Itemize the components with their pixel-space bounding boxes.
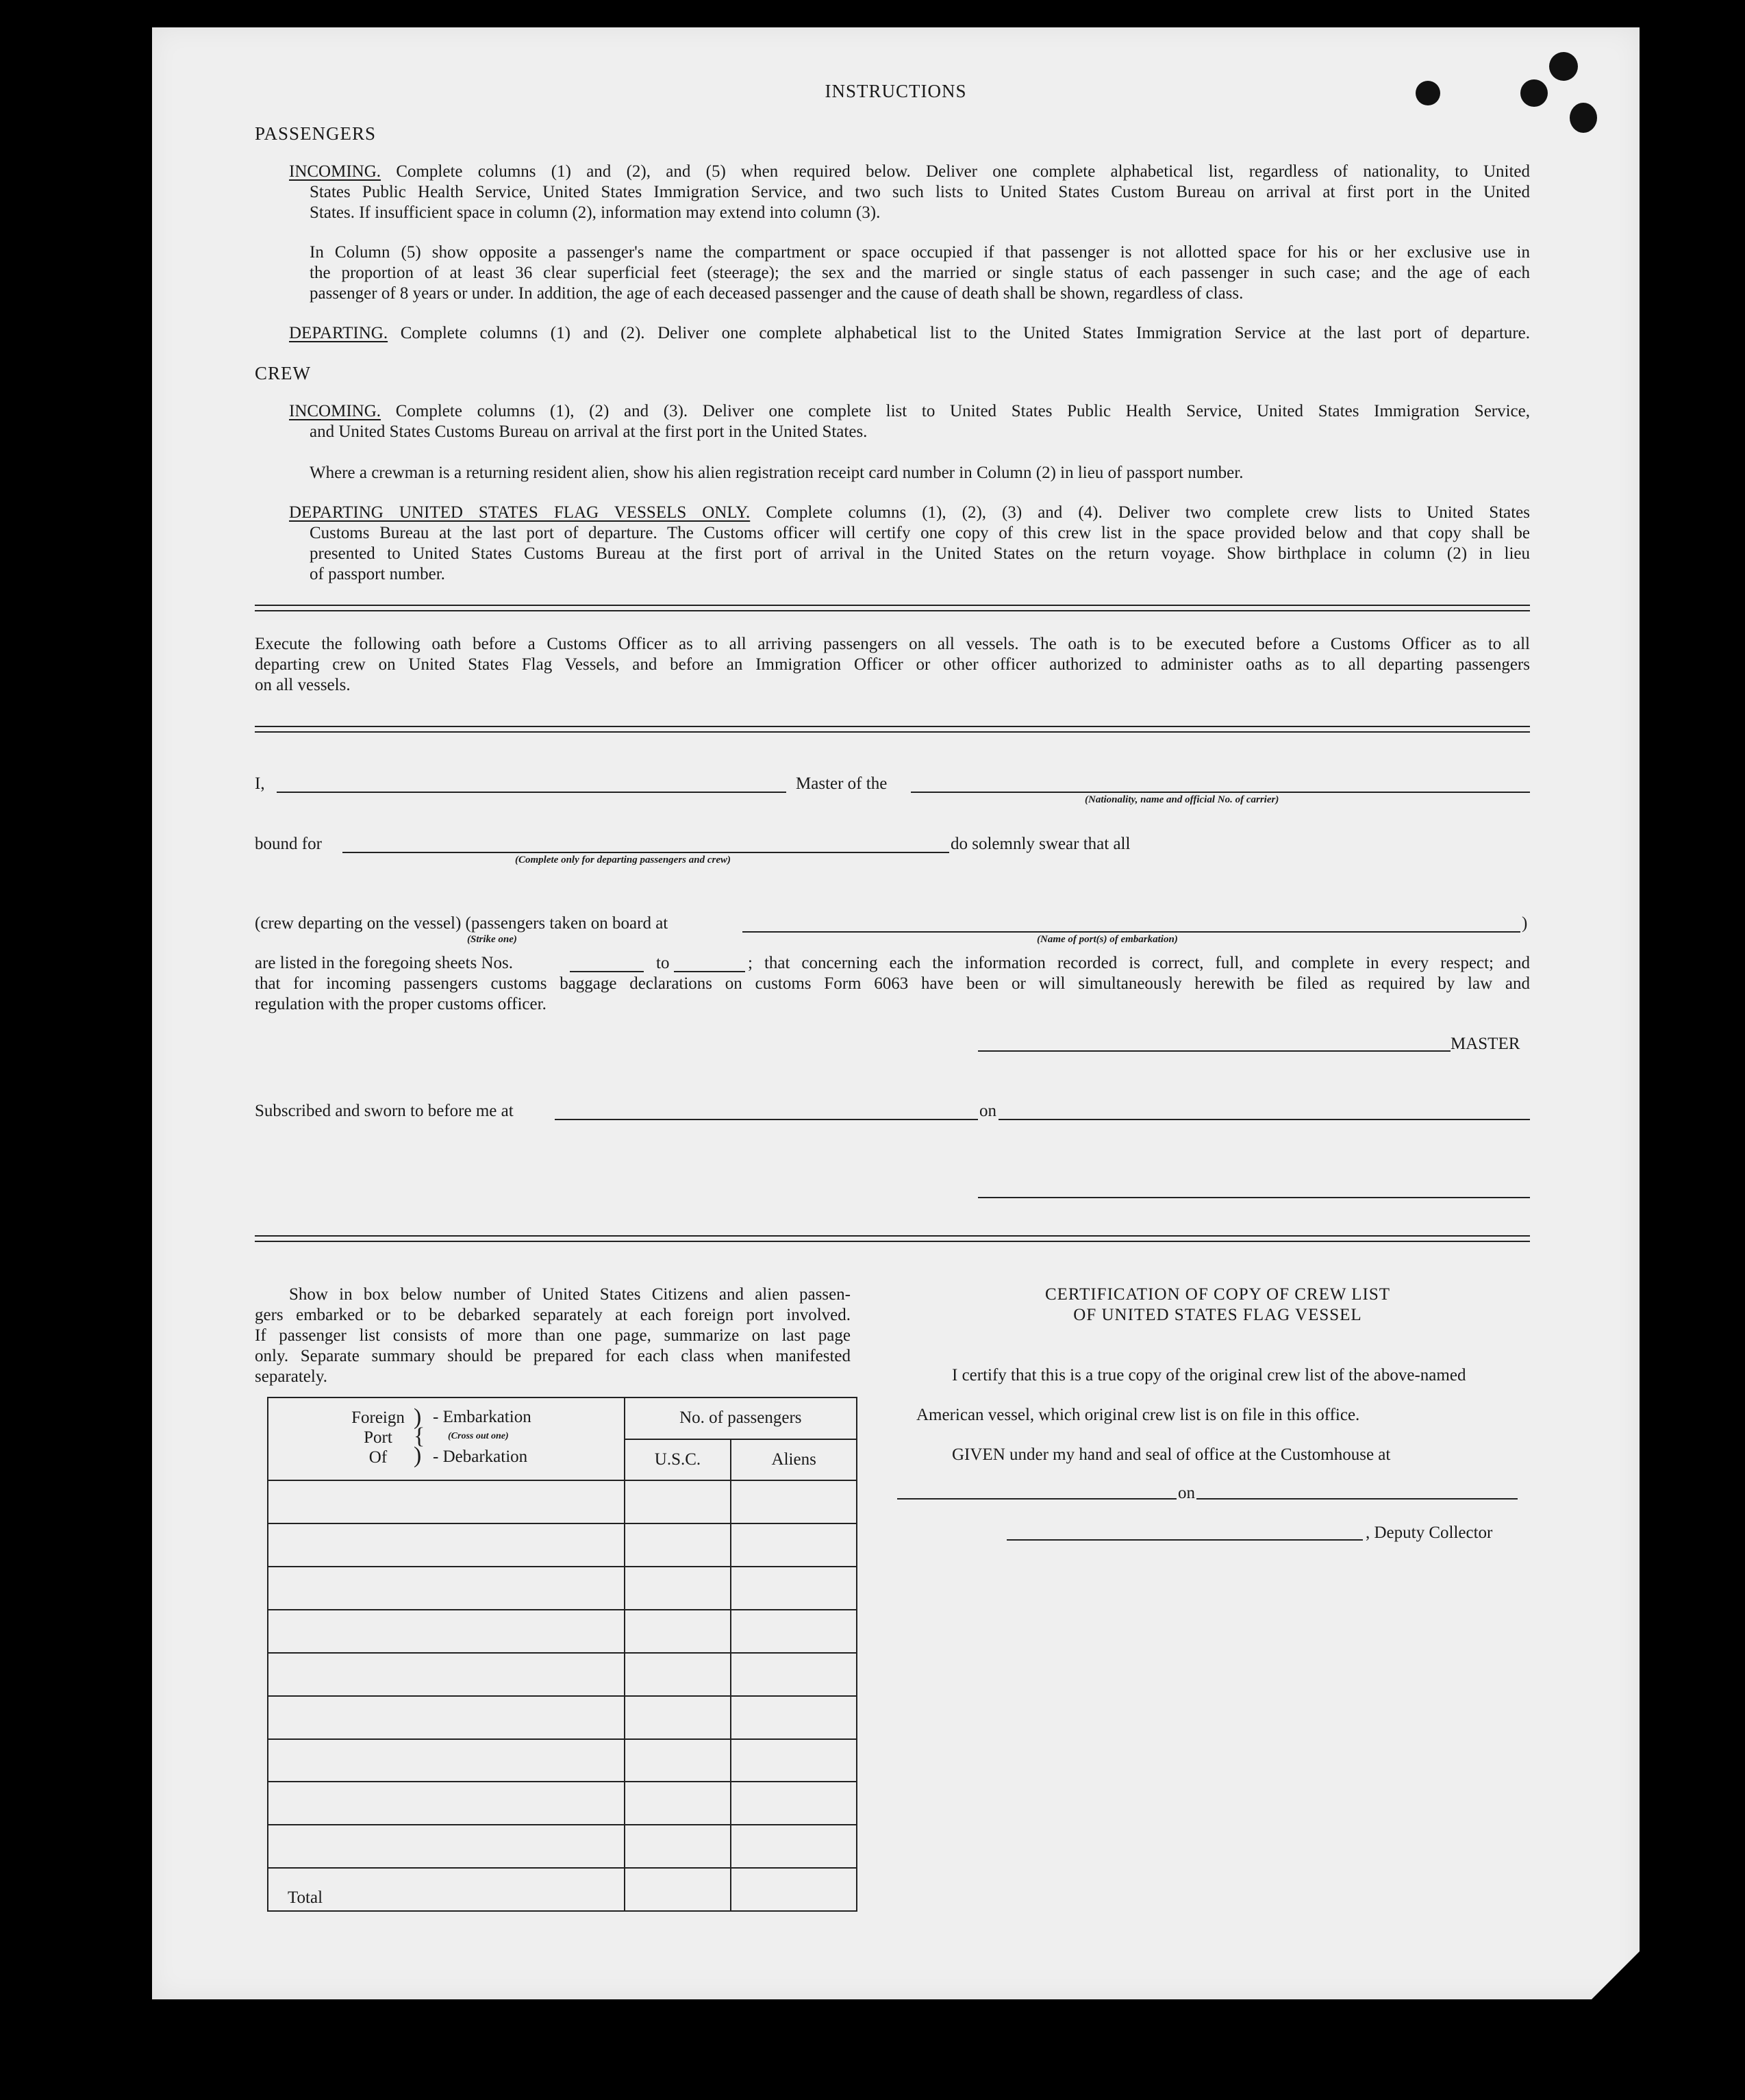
master-of-label: Master of the bbox=[796, 774, 888, 793]
port-cell[interactable] bbox=[268, 1653, 625, 1696]
passenger-summary-table bbox=[267, 1397, 857, 1912]
text-line bbox=[289, 162, 1530, 182]
passengers-heading: PASSENGERS bbox=[255, 123, 377, 144]
table-row bbox=[268, 1523, 857, 1567]
crew-departing-label: DEPARTING UNITED STATES FLAG VESSELS ONLY. bbox=[289, 503, 751, 522]
table-row bbox=[268, 1653, 857, 1696]
text-line: Port bbox=[364, 1428, 392, 1447]
passengers-incoming-label: INCOMING. bbox=[289, 162, 381, 181]
text-line: departing crew on United States Flag Vessels, and before an Immigration Officer or other officer authorized to administer oaths as to all departing passengers bbox=[255, 655, 1530, 674]
port-cell[interactable] bbox=[268, 1739, 625, 1782]
table-header-row bbox=[268, 1397, 857, 1439]
text-line: of passport number. bbox=[310, 565, 445, 583]
text-line: passenger of 8 years or under. In addition, the age of each deceased passenger and the cause of death shall be shown, regardless of class. bbox=[310, 284, 1244, 303]
usc-header: U.S.C. bbox=[625, 1439, 731, 1481]
text-line: Execute the following oath before a Customs Officer as to all arriving passengers on all vessels. The oath is to be executed before a Customs Officer as to all bbox=[255, 635, 1530, 653]
text-line: If passenger list consists of more than one page, summarize on last page bbox=[255, 1326, 851, 1345]
text-line: States. If insufficient space in column (2), information may extend into column (3). bbox=[310, 203, 881, 222]
listed-prefix: are listed in the foregoing sheets Nos. bbox=[255, 954, 513, 972]
text-line: Where a crewman is a returning resident alien, show his alien registration receipt card number in Column (2) in lieu of passport number. bbox=[310, 464, 1244, 482]
port-cell[interactable] bbox=[268, 1825, 625, 1868]
text-line: Customs Bureau at the last port of departure. The Customs officer will certify one copy of this crew list in the space provided below and that copy shall be bbox=[310, 524, 1530, 542]
crew-incoming-block bbox=[289, 401, 1530, 422]
crew-departing-text: (crew departing on the vessel) (passengers taken on board at bbox=[255, 914, 668, 933]
deputy-collector-label: , Deputy Collector bbox=[1366, 1523, 1493, 1542]
text-line: that for incoming passengers customs baggage declarations on customs Form 6063 have been or will simultaneously herewith be filed as required by law and bbox=[255, 974, 1530, 993]
table-row bbox=[268, 1696, 857, 1739]
aliens-cell[interactable] bbox=[731, 1825, 857, 1868]
crew-departing-cont bbox=[310, 523, 1530, 585]
text-line: In Column (5) show opposite a passenger's name the compartment or space occupied if that passenger is not allotted space for his or her exclusive use in bbox=[310, 243, 1530, 262]
bound-for-label: bound for bbox=[255, 835, 322, 853]
text-line: CERTIFICATION OF COPY OF CREW LIST bbox=[1044, 1285, 1391, 1304]
ink-blot bbox=[1549, 52, 1578, 81]
text-line: OF UNITED STATES FLAG VESSEL bbox=[1073, 1306, 1362, 1324]
usc-cell[interactable] bbox=[625, 1739, 731, 1782]
usc-cell[interactable] bbox=[625, 1567, 731, 1610]
debarkation-label: - Debarkation bbox=[433, 1447, 528, 1466]
text-line: Foreign bbox=[351, 1408, 405, 1427]
carrier-field[interactable] bbox=[911, 792, 1530, 793]
usc-cell[interactable] bbox=[625, 1825, 731, 1868]
text-line: separately. bbox=[255, 1367, 327, 1386]
page-title: INSTRUCTIONS bbox=[825, 81, 967, 101]
usc-cell[interactable] bbox=[625, 1782, 731, 1825]
table-row bbox=[268, 1480, 857, 1523]
sheet-from-field[interactable] bbox=[570, 971, 644, 972]
text-line bbox=[289, 323, 1530, 344]
bound-caption: (Complete only for departing passengers and crew) bbox=[515, 855, 731, 865]
text-line: Of bbox=[368, 1448, 388, 1467]
crew-departing-block bbox=[289, 503, 1530, 523]
form-page bbox=[152, 27, 1640, 1999]
master-name-field[interactable] bbox=[277, 792, 786, 793]
usc-cell[interactable] bbox=[625, 1523, 731, 1567]
no-of-passengers-header: No. of passengers bbox=[625, 1397, 857, 1439]
port-cell[interactable] bbox=[268, 1610, 625, 1653]
text-line bbox=[289, 401, 1530, 422]
subscribed-label: Subscribed and sworn to before me at bbox=[255, 1102, 514, 1120]
port-cell[interactable] bbox=[268, 1782, 625, 1825]
column5-block bbox=[310, 242, 1530, 304]
aliens-total-cell[interactable] bbox=[731, 1868, 857, 1911]
sworn-date-field[interactable] bbox=[999, 1119, 1530, 1120]
divider bbox=[255, 726, 1530, 733]
embarkation-port-field[interactable] bbox=[742, 931, 1520, 933]
sheet-to-field[interactable] bbox=[674, 971, 745, 972]
oath-i-label: I, bbox=[255, 774, 265, 793]
text-line: and United States Customs Bureau on arrival at the first port in the United States. bbox=[310, 422, 868, 441]
cross-out-caption: (Cross out one) bbox=[448, 1431, 509, 1441]
aliens-cell[interactable] bbox=[731, 1567, 857, 1610]
close-paren: ) bbox=[1522, 914, 1528, 933]
folded-corner bbox=[1592, 1951, 1640, 1999]
crew-incoming-label: INCOMING. bbox=[289, 402, 381, 420]
aliens-cell[interactable] bbox=[731, 1480, 857, 1523]
deputy-signature-field[interactable] bbox=[1007, 1539, 1363, 1541]
total-label: Total bbox=[268, 1868, 625, 1911]
strike-caption: (Strike one) bbox=[467, 934, 517, 945]
table-row bbox=[268, 1610, 857, 1653]
passengers-departing-label: DEPARTING. bbox=[289, 324, 388, 342]
officer-signature-field[interactable] bbox=[978, 1197, 1530, 1198]
usc-cell[interactable] bbox=[625, 1696, 731, 1739]
listed-suffix: ; that concerning each the information recorded is correct, full, and complete in every respect; and bbox=[748, 954, 1530, 972]
cert-on-label: on bbox=[1178, 1484, 1195, 1502]
certify-line-1: I certify that this is a true copy of the original crew list of the above-named bbox=[952, 1366, 1466, 1384]
usc-total-cell[interactable] bbox=[625, 1868, 731, 1911]
aliens-cell[interactable] bbox=[731, 1782, 857, 1825]
text-line: the proportion of at least 36 clear superficial feet (steerage); the sex and the married or single status of each passenger in such case; and the age of each bbox=[310, 264, 1530, 282]
text-line: regulation with the proper customs officer. bbox=[255, 995, 547, 1013]
foreign-port-of bbox=[344, 1408, 412, 1467]
divider bbox=[255, 605, 1530, 611]
port-caption: (Name of port(s) of embarkation) bbox=[1037, 934, 1178, 945]
table-row bbox=[268, 1739, 857, 1782]
passengers-incoming-cont bbox=[310, 182, 1530, 223]
passengers-departing-block bbox=[289, 323, 1530, 344]
aliens-cell[interactable] bbox=[731, 1653, 857, 1696]
carrier-caption: (Nationality, name and official No. of carrier) bbox=[1085, 794, 1279, 805]
bound-for-field[interactable] bbox=[342, 852, 949, 853]
crew-heading: CREW bbox=[255, 363, 311, 383]
text-line: Complete columns (1) and (2). Deliver one complete alphabetical list to the United States Immigration Service at the last port of departure. bbox=[400, 324, 1530, 342]
usc-cell[interactable] bbox=[625, 1610, 731, 1653]
usc-cell[interactable] bbox=[625, 1653, 731, 1696]
text-line bbox=[255, 1285, 851, 1305]
text-line: Complete columns (1), (2), (3) and (4). Deliver two complete crew lists to United States bbox=[766, 503, 1531, 522]
table-row bbox=[268, 1825, 857, 1868]
brace-glyph: ) { ) bbox=[414, 1404, 425, 1468]
ink-blot bbox=[1570, 103, 1597, 133]
aliens-cell[interactable] bbox=[731, 1610, 857, 1653]
listed-lines bbox=[255, 974, 1530, 1015]
aliens-cell[interactable] bbox=[731, 1523, 857, 1567]
table-row bbox=[268, 1567, 857, 1610]
text-line: on all vessels. bbox=[255, 676, 351, 694]
total-row bbox=[268, 1868, 857, 1911]
sworn-place-field[interactable] bbox=[555, 1119, 978, 1120]
passengers-incoming-block bbox=[289, 162, 1530, 182]
master-signature-field[interactable] bbox=[978, 1050, 1451, 1052]
usc-cell[interactable] bbox=[625, 1480, 731, 1523]
text-line: States Public Health Service, United States Immigration Service, and two such lists to United States Custom Bureau on arrival at first port in the United bbox=[310, 183, 1530, 201]
aliens-cell[interactable] bbox=[731, 1696, 857, 1739]
crew-resident-text bbox=[310, 463, 1530, 483]
given-text: GIVEN under my hand and seal of office at the Customhouse at bbox=[952, 1445, 1391, 1464]
port-cell[interactable] bbox=[268, 1696, 625, 1739]
oath-instructions bbox=[255, 634, 1530, 696]
text-line bbox=[289, 503, 1530, 523]
text-line: Complete columns (1), (2) and (3). Deliver one complete list to United States Public Health Service, United States Immigration Service, bbox=[395, 402, 1531, 420]
customhouse-field[interactable] bbox=[897, 1498, 1518, 1500]
divider bbox=[255, 1235, 1530, 1242]
text-line: gers embarked or to be debarked separately at each foreign port involved. bbox=[255, 1306, 851, 1324]
on-label: on bbox=[979, 1102, 996, 1120]
to-label: to bbox=[656, 954, 670, 972]
port-cell[interactable] bbox=[268, 1567, 625, 1610]
swear-text: do solemnly swear that all bbox=[951, 835, 1131, 853]
port-cell[interactable] bbox=[268, 1523, 625, 1567]
text-line: Show in box below number of United States Citizens and alien passen- bbox=[289, 1285, 851, 1304]
text-line: Complete columns (1) and (2), and (5) when required below. Deliver one complete alphabetical list, regardless of nationality, to United bbox=[396, 162, 1530, 181]
text-line: only. Separate summary should be prepared for each class when manifested bbox=[255, 1347, 851, 1365]
certify-line-2: American vessel, which original crew list is on file in this office. bbox=[916, 1406, 1360, 1424]
aliens-header: Aliens bbox=[731, 1439, 857, 1481]
master-label: MASTER bbox=[1451, 1035, 1520, 1053]
port-cell[interactable] bbox=[268, 1480, 625, 1523]
table-row bbox=[268, 1782, 857, 1825]
embarkation-label: - Embarkation bbox=[433, 1408, 531, 1426]
aliens-cell[interactable] bbox=[731, 1739, 857, 1782]
port-header-cell bbox=[268, 1397, 625, 1480]
summary-instructions bbox=[255, 1285, 851, 1387]
text-line: presented to United States Customs Bureau at the first port of arrival in the United States on the return voyage. Show birthplace in column (2) in lieu bbox=[310, 544, 1530, 563]
crew-incoming-cont bbox=[310, 422, 1530, 442]
certification-title bbox=[905, 1285, 1530, 1326]
